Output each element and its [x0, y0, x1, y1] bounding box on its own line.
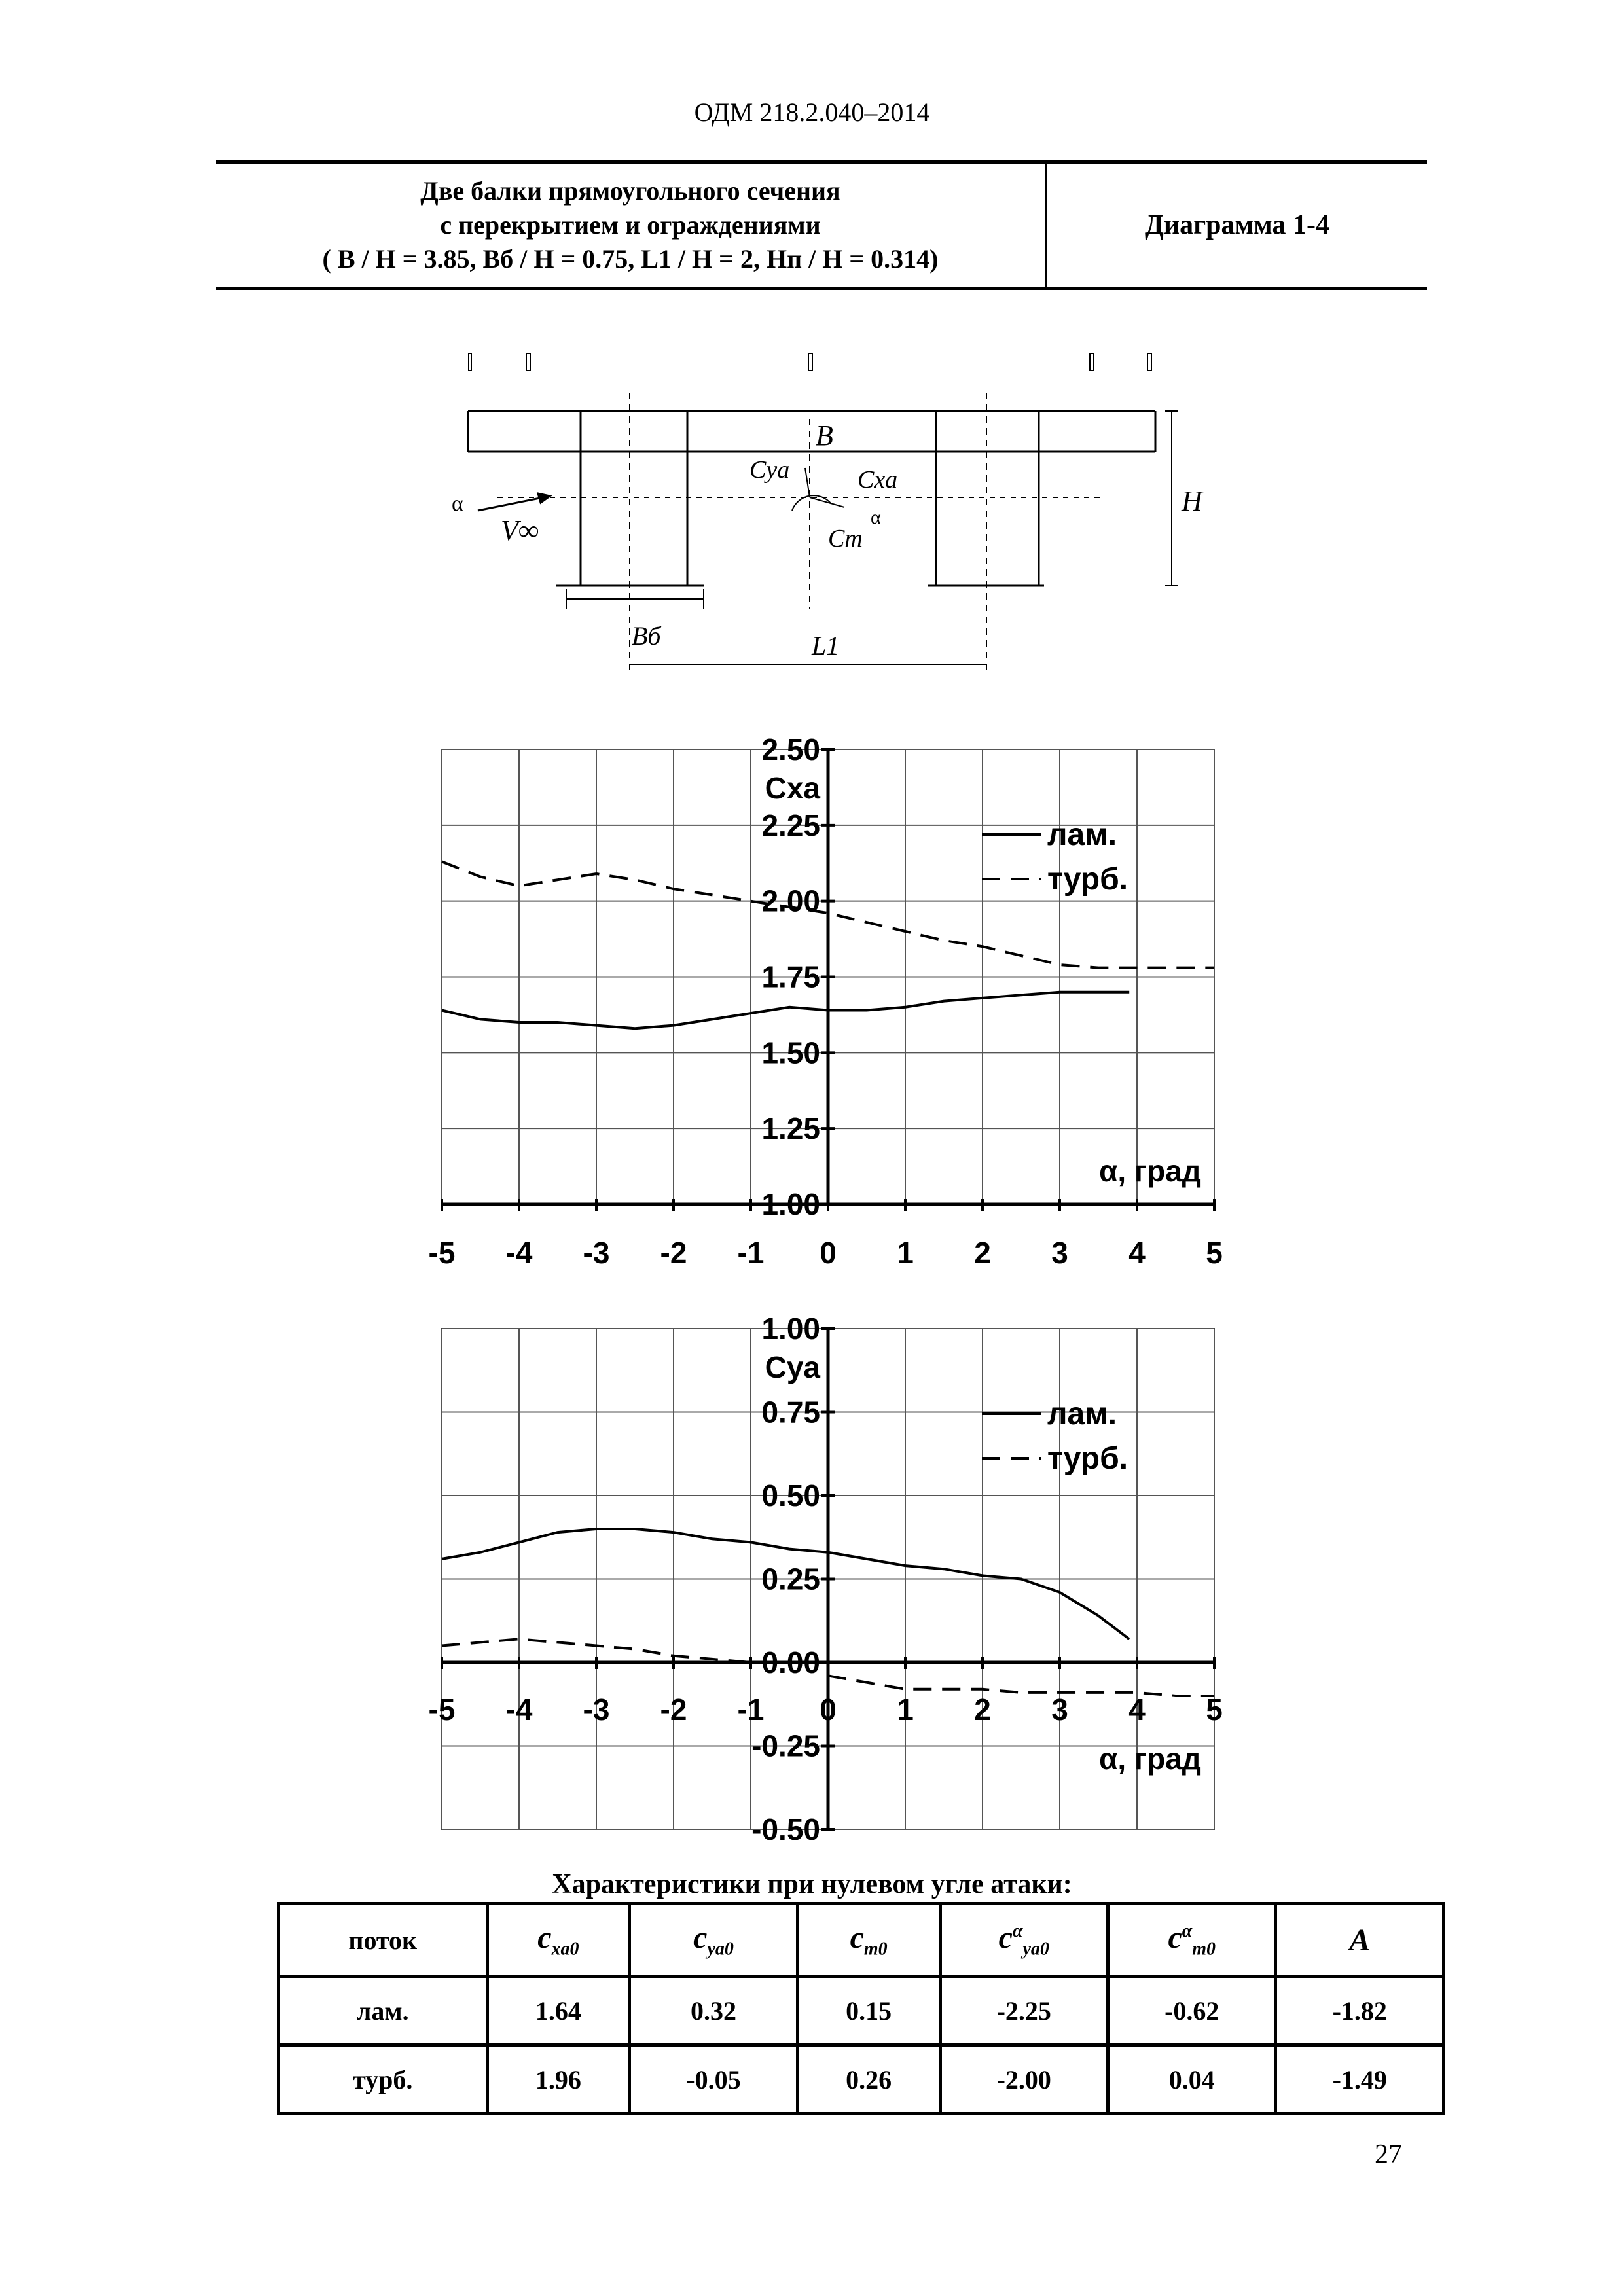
table-header-row — [279, 1904, 1444, 1977]
y-tick-label: 2.25 — [761, 808, 820, 842]
label-Cxa: Cxa — [857, 466, 898, 493]
y-tick-label: 1.50 — [761, 1035, 820, 1070]
diagram-label: Диаграмма 1-4 — [1145, 210, 1329, 240]
x-tick-label: -4 — [505, 1693, 533, 1727]
x-tick-label: 4 — [1128, 1236, 1146, 1270]
series-line-lam — [442, 992, 1129, 1029]
beam-schematic — [452, 347, 1224, 687]
header-table — [216, 160, 1427, 290]
label-V: V∞ — [501, 514, 539, 547]
label-L1: L1 — [812, 631, 840, 660]
x-tick-label: 3 — [1051, 1236, 1068, 1270]
characteristics-table — [277, 1902, 1445, 2115]
x-tick-label: 1 — [897, 1693, 914, 1727]
table-row — [279, 2045, 1444, 2114]
header-title-line2: с перекрытием и ограждениями — [440, 210, 821, 240]
cya-chart — [412, 1306, 1250, 1849]
table-cell: -0.62 — [1108, 1977, 1276, 2045]
x-tick-label: -3 — [583, 1693, 610, 1727]
y-tick-label: 1.25 — [761, 1111, 820, 1146]
x-tick-label: -3 — [583, 1236, 610, 1270]
x-tick-label: 0 — [820, 1693, 837, 1727]
x-axis-label: α, град — [1099, 1154, 1201, 1188]
table-cell: 0.32 — [630, 1977, 797, 2045]
x-tick-label: 5 — [1206, 1693, 1223, 1727]
table-cell: -1.49 — [1276, 2045, 1444, 2114]
x-tick-label: 1 — [897, 1236, 914, 1270]
col-header-cya0: $c_{ya0}$ — [630, 1904, 797, 1977]
y-tick-label: 0.25 — [761, 1562, 820, 1596]
table-cell: -1.82 — [1276, 1977, 1444, 2045]
y-tick-label: 2.00 — [761, 884, 820, 918]
x-axis-label: α, град — [1099, 1742, 1201, 1776]
col-header-cxa0: $c_{xa0}$ — [487, 1904, 630, 1977]
header-title-line3: ( B / H = 3.85, Bб / H = 0.75, L1 / H = 2, Hп / H = 0.314) — [322, 244, 939, 274]
table-cell: -2.00 — [940, 2045, 1108, 2114]
legend-label: турб. — [1047, 862, 1128, 897]
x-tick-label: -2 — [660, 1693, 687, 1727]
x-tick-label: 3 — [1051, 1693, 1068, 1727]
y-axis-label: Cxa — [765, 771, 820, 805]
label-Bb: Bб — [632, 621, 661, 651]
document-code: ОДМ 218.2.040–2014 — [694, 98, 930, 127]
col-header-A: A — [1276, 1904, 1444, 1977]
x-tick-label: 5 — [1206, 1236, 1223, 1270]
table-cell: -2.25 — [940, 1977, 1108, 2045]
label-Cya: Cya — [749, 456, 790, 484]
legend-label: турб. — [1047, 1441, 1128, 1476]
y-tick-label: 1.00 — [761, 1187, 820, 1221]
x-tick-label: -2 — [660, 1236, 687, 1270]
y-tick-label: 0.00 — [761, 1645, 820, 1679]
label-B: B — [816, 420, 833, 452]
y-tick-label: 2.50 — [761, 732, 820, 766]
x-tick-label: -1 — [737, 1236, 765, 1270]
col-header-cm0: $c_{m0}$ — [797, 1904, 940, 1977]
y-axis-label: Cya — [765, 1350, 820, 1384]
y-tick-label: 0.50 — [761, 1479, 820, 1513]
table-row — [279, 1977, 1444, 2045]
x-tick-label: 2 — [974, 1236, 991, 1270]
y-tick-label: 1.75 — [761, 960, 820, 994]
x-tick-label: 2 — [974, 1693, 991, 1727]
table-cell: турб. — [279, 2045, 488, 2114]
label-alpha2: α — [871, 507, 881, 528]
y-tick-label: 0.75 — [761, 1395, 820, 1429]
cxa-chart — [412, 723, 1250, 1286]
table-cell: 0.04 — [1108, 2045, 1276, 2114]
table-cell: 0.26 — [797, 2045, 940, 2114]
legend-label: лам. — [1047, 1397, 1117, 1431]
x-tick-label: 4 — [1128, 1693, 1146, 1727]
header-title-cell — [216, 164, 1047, 287]
table-cell: 1.64 — [487, 1977, 630, 2045]
y-tick-label: -0.25 — [751, 1729, 820, 1763]
label-alpha: α — [452, 492, 463, 516]
y-tick-label: 1.00 — [761, 1312, 820, 1346]
y-tick-label: -0.50 — [751, 1812, 820, 1846]
label-Cm: Cm — [828, 525, 863, 552]
table-cell: 1.96 — [487, 2045, 630, 2114]
page-number: 27 — [1375, 2140, 1402, 2170]
characteristics-caption: Характеристики при нулевом угле атаки: — [552, 1869, 1072, 1899]
table-cell: -0.05 — [630, 2045, 797, 2114]
x-tick-label: -1 — [737, 1693, 765, 1727]
label-H: H — [1182, 485, 1202, 517]
table-cell: 0.15 — [797, 1977, 940, 2045]
col-header-cm0-alpha: $c^\alpha_{m0}$ — [1108, 1904, 1276, 1977]
x-tick-label: 0 — [820, 1236, 837, 1270]
x-tick-label: -5 — [428, 1693, 456, 1727]
col-header-cya0-alpha: $c^\alpha_{ya0}$ — [940, 1904, 1108, 1977]
col-header-flow: поток — [279, 1904, 488, 1977]
header-title-line1: Две балки прямоугольного сечения — [420, 176, 840, 206]
x-tick-label: -5 — [428, 1236, 456, 1270]
table-cell: лам. — [279, 1977, 488, 2045]
x-tick-label: -4 — [505, 1236, 533, 1270]
legend-label: лам. — [1047, 817, 1117, 852]
